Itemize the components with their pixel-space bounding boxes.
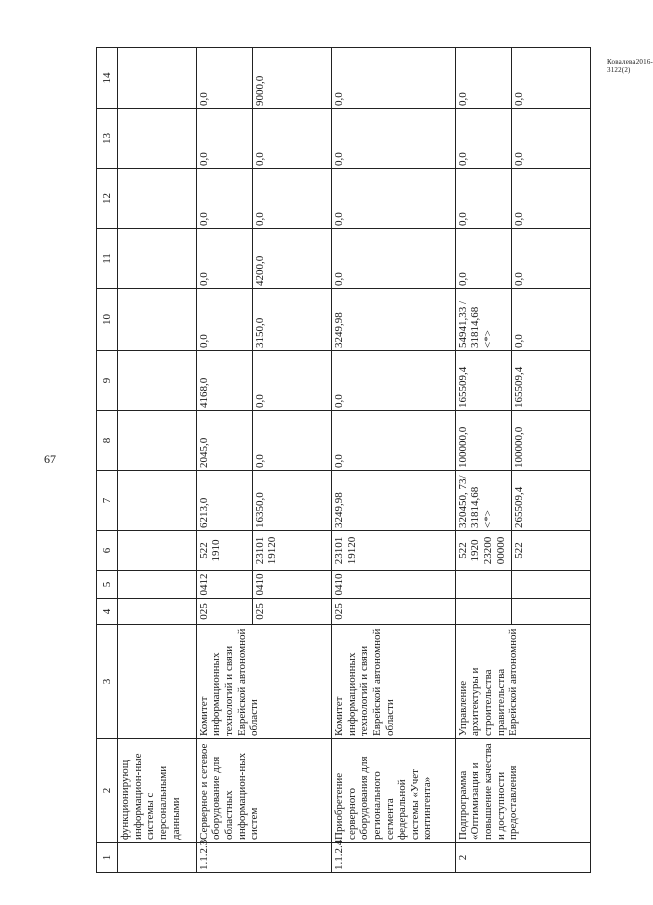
- cell-c10: [455, 289, 590, 351]
- sub-cell-value: 0,0: [252, 411, 309, 470]
- cell-c1: 1.1.2.4: [331, 843, 455, 873]
- cell-c9: [331, 351, 455, 411]
- sub-cell-value: 0,0: [456, 212, 469, 226]
- table-row: [331, 48, 455, 873]
- cell-c9: [455, 351, 590, 411]
- sub-cell-value: 0,0: [332, 92, 345, 106]
- sub-cell-value: 54941,33 / 31814,68 <*>: [456, 300, 494, 348]
- sub-cell-value: 0,0: [511, 109, 568, 168]
- sub-cell-value: 0,0: [197, 152, 210, 166]
- column-header-4: 4: [97, 599, 118, 625]
- column-header-12: 12: [97, 169, 118, 229]
- sub-cell-value: 0,0: [511, 229, 568, 288]
- cell-c10: [331, 289, 455, 351]
- cell-c7: [455, 471, 590, 531]
- sub-cell-value: 6213,0: [197, 497, 210, 528]
- table-body: [97, 48, 591, 873]
- column-header-2: 2: [97, 739, 118, 843]
- sub-cell-value: 2045,0: [197, 437, 210, 468]
- sub-cell-value: 100000,0: [511, 411, 568, 470]
- sub-cell-value: 0,0: [456, 152, 469, 166]
- header-row: [97, 48, 118, 873]
- sub-cell-value: 3150,0: [252, 289, 309, 350]
- sub-cell-value: 100000,0: [456, 426, 469, 468]
- sub-cell-value: 025: [197, 603, 210, 620]
- cell-c13: [196, 109, 331, 169]
- cell-c2: функционирующ информацион-ные системы с персональными данными: [118, 739, 197, 843]
- sub-cell-value: [511, 598, 568, 625]
- cell-c11: [331, 229, 455, 289]
- cell-c13: [331, 109, 455, 169]
- sub-cell-value: 0,0: [252, 351, 309, 410]
- cell-c4: [455, 599, 590, 625]
- sub-cell-value: 025: [332, 603, 345, 620]
- document-code: Ковалева2016-3122(2): [607, 58, 653, 74]
- cell-c6: [196, 531, 331, 571]
- sub-cell-value: 0,0: [511, 289, 568, 350]
- sub-cell-value: 23101 19120: [332, 536, 358, 565]
- sub-cell-value: 265509,4: [511, 471, 568, 530]
- cell-c1: 2: [455, 843, 590, 873]
- sub-cell-value: [457, 600, 511, 623]
- cell-c6: [455, 531, 590, 571]
- cell-c5: [196, 571, 331, 599]
- cell-c7: [331, 471, 455, 531]
- sub-cell-value: 320450, 73/ 31814,68 <*>: [456, 475, 494, 528]
- page-number: 67: [44, 452, 56, 466]
- cell-c14: [331, 48, 455, 109]
- cell-c10: [196, 289, 331, 351]
- cell-c10: [118, 289, 197, 351]
- cell-c11: [196, 229, 331, 289]
- cell-c1: 1.1.2.3: [196, 843, 331, 873]
- sub-cell-value: 3249,98: [332, 312, 345, 348]
- sub-cell-value: 165509,4: [456, 366, 469, 408]
- sub-cell-value: 16350,0: [252, 471, 309, 530]
- sub-cell-value: 522 1920 23200 00000: [456, 536, 507, 565]
- sub-cell-value: [511, 570, 568, 599]
- sub-cell-value: 0,0: [252, 169, 309, 228]
- cell-c7: [118, 471, 197, 531]
- column-header-1: 1: [97, 843, 118, 873]
- column-header-7: 7: [97, 471, 118, 531]
- sub-cell-value: 0,0: [197, 334, 210, 348]
- cell-c14: [118, 48, 197, 109]
- sub-cell-value: 0,0: [511, 48, 568, 108]
- cell-c13: [118, 109, 197, 169]
- column-header-6: 6: [97, 531, 118, 571]
- cell-c2: Подпрограмма «Оптимизация и повышение качества и доступности предоставления: [455, 739, 590, 843]
- column-header-3: 3: [97, 625, 118, 739]
- cell-c4: [118, 599, 197, 625]
- cell-c6: [118, 531, 197, 571]
- cell-c8: [331, 411, 455, 471]
- sub-cell-value: 23101 19120: [252, 530, 309, 571]
- sub-cell-value: 0,0: [332, 272, 345, 286]
- cell-c14: [455, 48, 590, 109]
- cell-c7: [196, 471, 331, 531]
- table-row: [118, 48, 197, 873]
- sub-cell-value: 165509,4: [511, 351, 568, 410]
- column-header-10: 10: [97, 289, 118, 351]
- cell-c8: [196, 411, 331, 471]
- sub-cell-value: 4168,0: [197, 377, 210, 408]
- cell-c5: [118, 571, 197, 599]
- sub-cell-value: 0410: [252, 570, 309, 599]
- cell-c4: [196, 599, 331, 625]
- cell-c3: Комитет информационных технологий и связи Еврейской автономной области: [331, 625, 455, 739]
- cell-c2: Серверное и сетевое оборудование для областных информацион-ных систем: [196, 739, 331, 843]
- sub-cell-value: [457, 572, 511, 597]
- cell-c14: [196, 48, 331, 109]
- cell-c13: [455, 109, 590, 169]
- sub-cell-value: 0,0: [511, 169, 568, 228]
- cell-c12: [118, 169, 197, 229]
- sub-cell-value: 0,0: [332, 152, 345, 166]
- cell-c8: [118, 411, 197, 471]
- sub-cell-value: 0,0: [332, 394, 345, 408]
- table-row: [196, 48, 331, 873]
- sub-cell-value: 0412: [197, 573, 210, 596]
- cell-c1: [118, 843, 197, 873]
- cell-c5: [455, 571, 590, 599]
- cell-c4: [331, 599, 455, 625]
- cell-c12: [331, 169, 455, 229]
- table-row: [455, 48, 590, 873]
- cell-c2: Приобретение серверного оборудования для регионального сегмента федеральной системы «Учет контингента»: [331, 739, 455, 843]
- cell-c11: [118, 229, 197, 289]
- cell-c6: [331, 531, 455, 571]
- cell-c12: [455, 169, 590, 229]
- sub-cell-value: 0,0: [456, 92, 469, 106]
- cell-c3: Управление архитектуры и строительства правительства Еврейской автономной: [455, 625, 590, 739]
- column-header-5: 5: [97, 571, 118, 599]
- column-header-8: 8: [97, 411, 118, 471]
- cell-c9: [118, 351, 197, 411]
- sub-cell-value: 0,0: [332, 212, 345, 226]
- cell-c8: [455, 411, 590, 471]
- column-header-9: 9: [97, 351, 118, 411]
- cell-c3: Комитет информационных технологий и связи Еврейской автономной области: [196, 625, 331, 739]
- sub-cell-value: 0,0: [197, 92, 210, 106]
- column-header-14: 14: [97, 48, 118, 109]
- sub-cell-value: 3249,98: [332, 492, 345, 528]
- sub-cell-value: 0,0: [197, 272, 210, 286]
- column-header-11: 11: [97, 229, 118, 289]
- budget-table: [96, 47, 591, 873]
- sub-cell-value: 522: [511, 530, 568, 571]
- column-header-13: 13: [97, 109, 118, 169]
- cell-c3: [118, 625, 197, 739]
- cell-c9: [196, 351, 331, 411]
- cell-c12: [196, 169, 331, 229]
- sub-cell-value: 0410: [332, 573, 345, 596]
- sub-cell-value: 0,0: [197, 212, 210, 226]
- sub-cell-value: 9000,0: [252, 48, 309, 108]
- sub-cell-value: 522 1910: [197, 539, 223, 562]
- cell-c5: [331, 571, 455, 599]
- sub-cell-value: 025: [252, 598, 309, 625]
- rotated-table-wrapper: [96, 48, 591, 873]
- sub-cell-value: 0,0: [252, 109, 309, 168]
- sub-cell-value: 0,0: [456, 272, 469, 286]
- sub-cell-value: 0,0: [332, 454, 345, 468]
- cell-c11: [455, 229, 590, 289]
- sub-cell-value: 4200,0: [252, 229, 309, 288]
